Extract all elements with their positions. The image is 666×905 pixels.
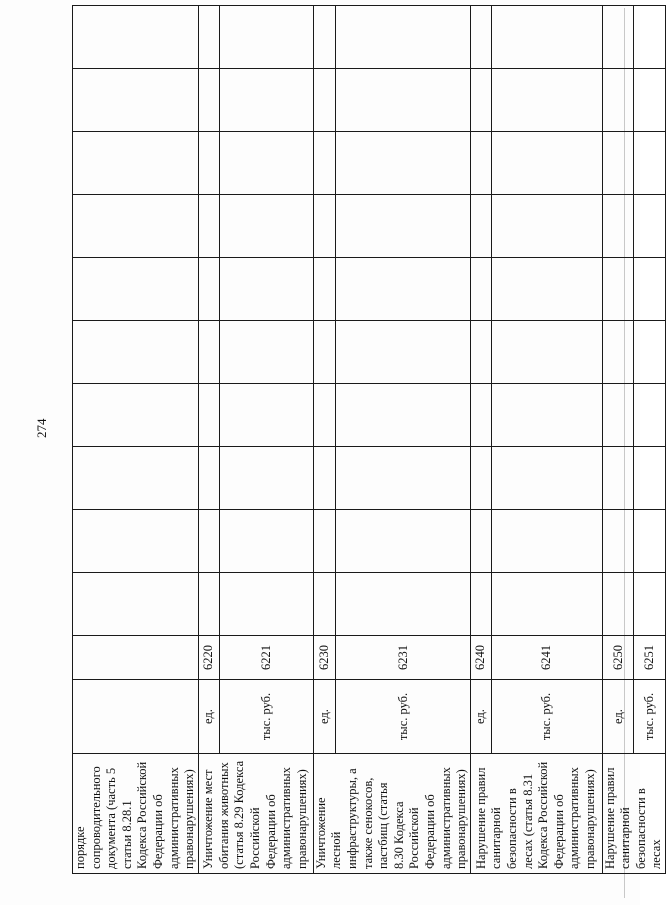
code-cell: 6221 [219, 636, 313, 680]
value-cell [470, 447, 491, 510]
value-cell [219, 132, 313, 195]
table-row [491, 6, 602, 874]
value-cell [336, 69, 470, 132]
row-name-text: Нарушение правил санитарной безопасности в лесах (статья 8.31 Кодекса Российской Федерации об административных правонарушениях) [473, 761, 597, 869]
value-cell [336, 195, 470, 258]
value-cell [73, 321, 199, 384]
value-cell [470, 510, 491, 573]
unit-cell: ед. [198, 680, 219, 754]
unit-cell: тыс. руб. [219, 680, 313, 754]
value-cell [491, 195, 602, 258]
value-cell [336, 573, 470, 636]
value-cell [634, 258, 666, 321]
table-row [336, 6, 470, 874]
value-cell [634, 69, 666, 132]
value-cell [602, 6, 634, 69]
value-cell [198, 132, 219, 195]
value-cell [602, 573, 634, 636]
value-cell [634, 510, 666, 573]
value-cell [73, 132, 199, 195]
value-cell [634, 6, 666, 69]
statistics-table [72, 5, 666, 874]
value-cell [634, 447, 666, 510]
value-cell [602, 69, 634, 132]
value-cell [470, 6, 491, 69]
table-row [198, 6, 219, 874]
code-cell: 6220 [198, 636, 219, 680]
table-row [470, 6, 491, 874]
value-cell [491, 6, 602, 69]
value-cell [602, 132, 634, 195]
value-cell [313, 447, 336, 510]
value-cell [73, 384, 199, 447]
value-cell [313, 510, 336, 573]
unit-cell [73, 680, 199, 754]
unit-cell: ед. [313, 680, 336, 754]
table-row [73, 6, 199, 874]
value-cell [198, 510, 219, 573]
value-cell [491, 132, 602, 195]
value-cell [491, 447, 602, 510]
value-cell [313, 573, 336, 636]
value-cell [73, 447, 199, 510]
row-name-text: Уничтожение лесной инфраструктуры, а также сенокосов, пастбищ (статья 8.30 Кодекса Российской Федерации об административных правонарушениях) [313, 767, 469, 869]
value-cell [470, 573, 491, 636]
value-cell [491, 69, 602, 132]
value-cell [602, 510, 634, 573]
row-name-text: Уничтожение мест обитания животных (статья 8.29 Кодекса Российской Федерации об административных правонарушениях) [201, 760, 309, 869]
table-row [602, 6, 634, 874]
table-row [634, 6, 666, 874]
code-cell: 6250 [602, 636, 634, 680]
value-cell [602, 447, 634, 510]
code-cell [73, 636, 199, 680]
value-cell [491, 258, 602, 321]
code-cell: 6241 [491, 636, 602, 680]
value-cell [73, 69, 199, 132]
value-cell [336, 6, 470, 69]
value-cell [198, 258, 219, 321]
value-cell [73, 6, 199, 69]
value-cell [602, 258, 634, 321]
value-cell [313, 384, 336, 447]
row-name-text: Нарушение правил санитарной безопасности в лесах [602, 767, 664, 869]
value-cell [219, 6, 313, 69]
value-cell [602, 195, 634, 258]
value-cell [491, 573, 602, 636]
code-cell: 6231 [336, 636, 470, 680]
code-cell: 6251 [634, 636, 666, 680]
value-cell [219, 258, 313, 321]
value-cell [336, 258, 470, 321]
value-cell [198, 573, 219, 636]
value-cell [634, 132, 666, 195]
value-cell [470, 69, 491, 132]
table-row [219, 6, 313, 874]
value-cell [313, 69, 336, 132]
value-cell [313, 6, 336, 69]
code-cell: 6230 [313, 636, 336, 680]
row-name-cell [470, 754, 602, 874]
rotated-table-wrapper [72, 19, 664, 874]
value-cell [219, 195, 313, 258]
page-number: 274 [34, 418, 49, 438]
value-cell [634, 321, 666, 384]
value-cell [336, 447, 470, 510]
value-cell [634, 195, 666, 258]
unit-cell: ед. [602, 680, 634, 754]
value-cell [491, 510, 602, 573]
code-cell: 6240 [470, 636, 491, 680]
value-cell [470, 384, 491, 447]
unit-cell: тыс. руб. [491, 680, 602, 754]
value-cell [470, 195, 491, 258]
row-name-cell [602, 754, 665, 874]
value-cell [602, 384, 634, 447]
value-cell [73, 573, 199, 636]
value-cell [73, 195, 199, 258]
value-cell [73, 510, 199, 573]
value-cell [470, 132, 491, 195]
value-cell [219, 447, 313, 510]
value-cell [198, 321, 219, 384]
row-name-cell [73, 754, 199, 874]
value-cell [219, 384, 313, 447]
row-name-cell [198, 754, 313, 874]
value-cell [336, 384, 470, 447]
value-cell [219, 510, 313, 573]
value-cell [313, 132, 336, 195]
value-cell [219, 573, 313, 636]
value-cell [313, 321, 336, 384]
value-cell [198, 447, 219, 510]
value-cell [198, 69, 219, 132]
value-cell [313, 195, 336, 258]
value-cell [198, 195, 219, 258]
unit-cell: тыс. руб. [634, 680, 666, 754]
value-cell [313, 258, 336, 321]
value-cell [219, 321, 313, 384]
value-cell [491, 321, 602, 384]
value-cell [336, 321, 470, 384]
value-cell [198, 384, 219, 447]
value-cell [602, 321, 634, 384]
value-cell [470, 321, 491, 384]
value-cell [73, 258, 199, 321]
value-cell [491, 384, 602, 447]
value-cell [198, 6, 219, 69]
value-cell [219, 69, 313, 132]
row-name-text: порядке сопроводительного документа (часть 5 статьи 8.28.1 Кодекса Российской Федерации об административных правонарушениях) [73, 761, 197, 869]
row-name-cell [313, 754, 470, 874]
table-row [313, 6, 336, 874]
value-cell [336, 510, 470, 573]
unit-cell: тыс. руб. [336, 680, 470, 754]
value-cell [336, 132, 470, 195]
unit-cell: ед. [470, 680, 491, 754]
value-cell [634, 384, 666, 447]
value-cell [470, 258, 491, 321]
value-cell [634, 573, 666, 636]
